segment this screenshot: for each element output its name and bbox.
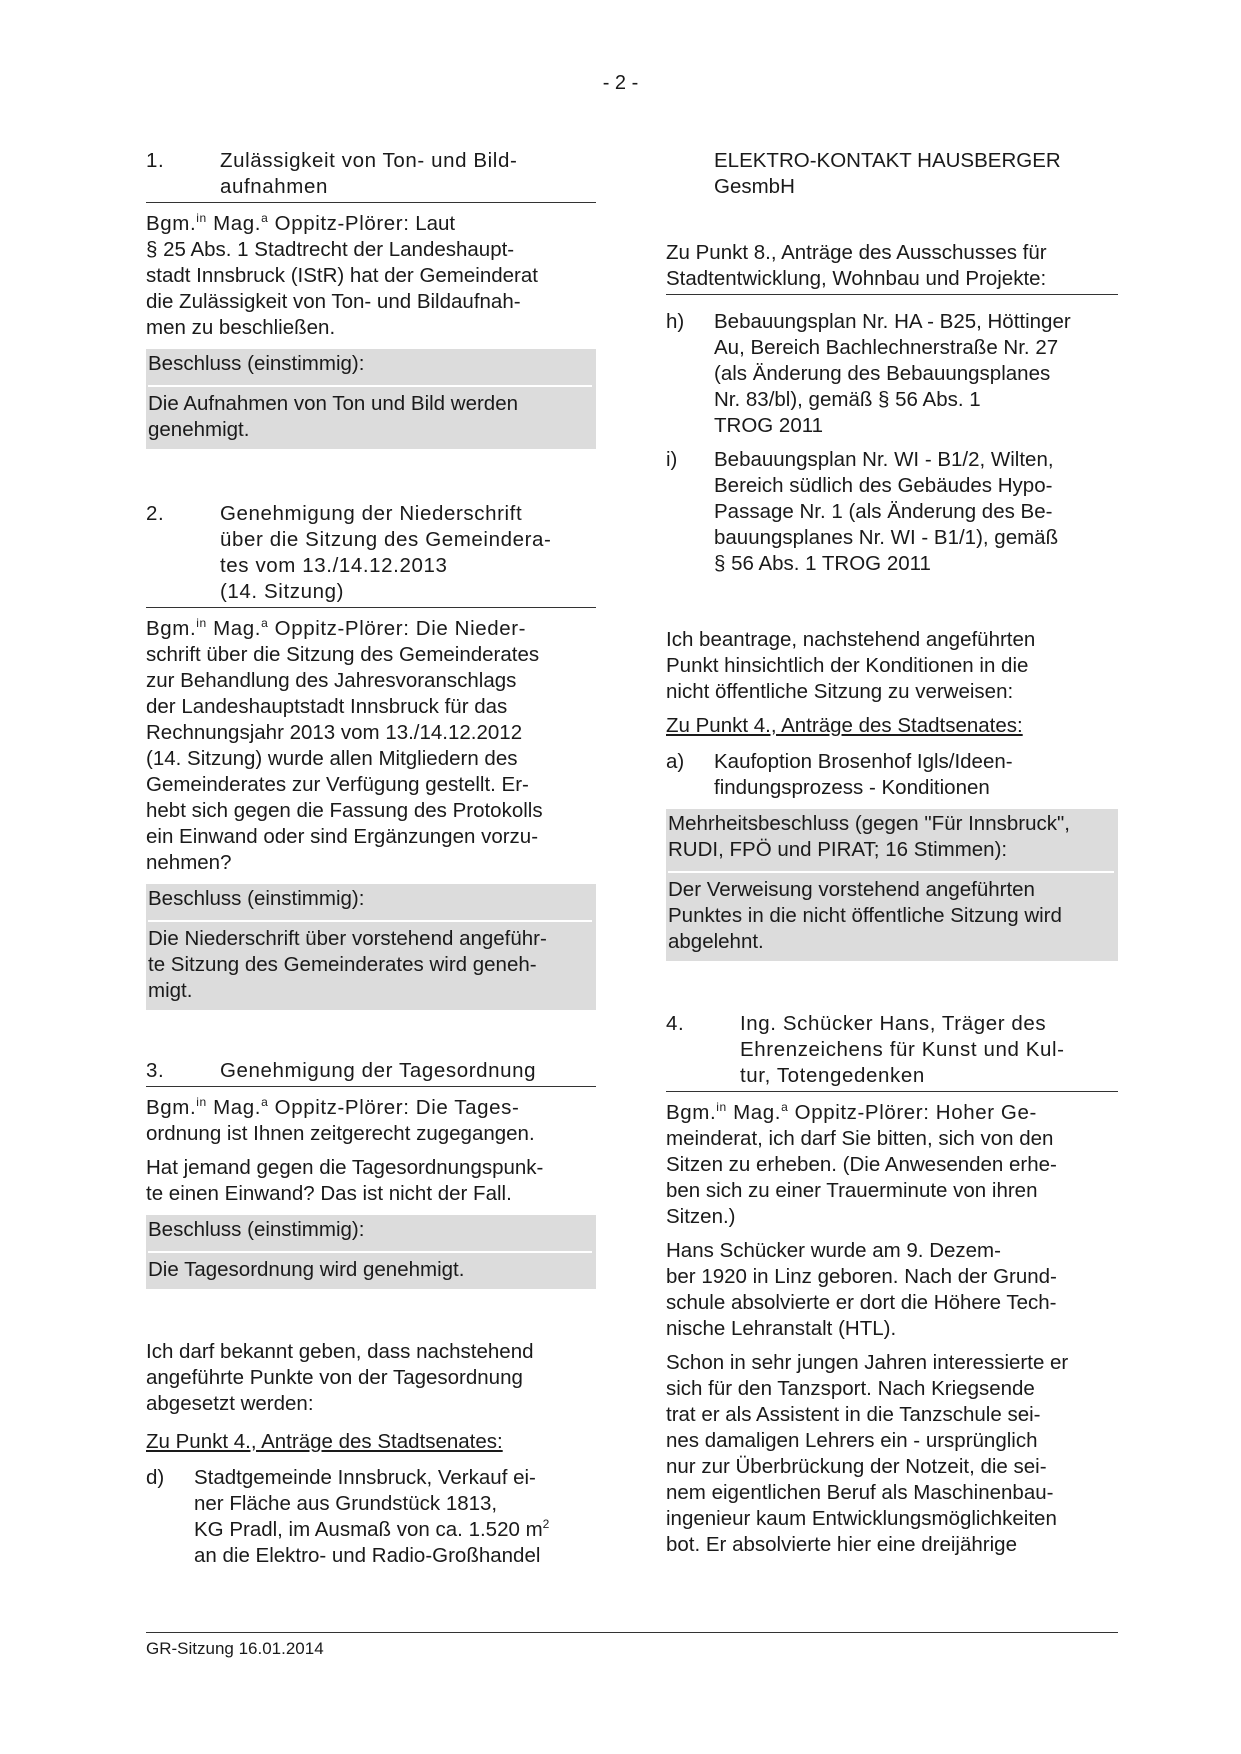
item-text: Stadtgemeinde Innsbruck, Verkauf ei- ner Fläche aus Grundstück 1813, KG Pradl, im Ausmaß von ca. 1.520 $m^2$ an die Elektro- und Radio-Großhandel [194, 1466, 550, 1567]
section-title: Ing. Schücker Hans, Träger des Ehrenzeichens für Kunst und Kul- tur, Totengedenken [740, 1012, 1065, 1087]
left-column [146, 148, 596, 1577]
list-item-continued [666, 148, 1118, 200]
decision-box [146, 884, 596, 1010]
announcement-paragraph: Ich darf bekannt geben, dass nachstehend angeführte Punkte von der Tagesordnung abgesetzt werden: [146, 1340, 534, 1415]
decision-text: Die Tagesordnung wird genehmigt. [148, 1258, 465, 1281]
section-4-heading [666, 1011, 1118, 1092]
item-label: d) [146, 1466, 165, 1489]
speaker-paragraph: Bgm.$^{in}$ Mag.$^a$ Oppitz-Plörer: Die Tages- ordnung ist Ihnen zeitgerecht zugegangen. [146, 1095, 535, 1145]
item-label: h) [666, 310, 685, 333]
section-2-heading [146, 501, 596, 608]
section-1-heading [146, 148, 596, 203]
list-item [666, 309, 1118, 439]
item-text: ELEKTRO-KONTAKT HAUSBERGER GesmbH [714, 149, 1061, 198]
page-footer: GR-Sitzung 16.01.2014 [146, 1632, 1118, 1659]
section-number: 4. [666, 1012, 685, 1035]
decision-box [146, 349, 596, 449]
request-paragraph: Ich beantrage, nachstehend angeführten Punkt hinsichtlich der Konditionen in die nicht öffentliche Sitzung zu verweisen: [666, 628, 1036, 703]
speaker-paragraph: Bgm.$^{in}$ Mag.$^a$ Oppitz-Plörer: Die Nieder- schrift über die Sitzung des Gemeinderates zur Behandlung des Jahresvoranschlags der Landeshauptstadt Innsbruck für das Rechnungsjahr 2013 vom 13./14.12.2012 (14. Sitzung) wurde allen Mitgliedern des Gemeinderates zur Verfügung gestellt. Er- hebt sich gegen die Fassung des Protokolls ein Einwand oder sind Ergänzungen vorzu- nehmen? [146, 616, 543, 874]
section-number: 2. [146, 502, 165, 525]
list-item [666, 447, 1118, 577]
agenda-reference: Zu Punkt 4., Anträge des Stadtsenates: [666, 714, 1023, 737]
paragraph: Schon in sehr jungen Jahren interessierte er sich für den Tanzsport. Nach Kriegsende trat er als Assistent in die Tanzschule sei- nes damaligen Lehrers ein - ursprünglich nur zur Überbrückung der Notzeit, die sei- nem eigentlichen Beruf als Maschinenbau- ingenieur kaum Entwicklungsmöglichkeiten bot. Er absolvierte hier eine dreijährige [666, 1351, 1069, 1556]
list-item [146, 1465, 596, 1569]
section-3-heading [146, 1058, 596, 1087]
decision-label: Beschluss (einstimmig): [148, 886, 592, 922]
page-number: - 2 - [602, 72, 639, 94]
decision-text: Der Verweisung vorstehend angeführten Punktes in die nicht öffentliche Sitzung wird abgelehnt. [668, 878, 1062, 953]
decision-box [666, 809, 1118, 961]
agenda-reference: Zu Punkt 8., Anträge des Ausschusses für Stadtentwicklung, Wohnbau und Projekte: [666, 240, 1118, 295]
section-number: 3. [146, 1059, 165, 1082]
item-text: Bebauungsplan Nr. WI - B1/2, Wilten, Bereich südlich des Gebäudes Hypo- Passage Nr. 1 (als Änderung des Be- bauungsplanes Nr. WI - B1/1), gemäß § 56 Abs. 1 TROG 2011 [714, 448, 1059, 575]
section-title: Zulässigkeit von Ton- und Bild- aufnahmen [220, 149, 518, 198]
decision-label: Mehrheitsbeschluss (gegen "Für Innsbruck", RUDI, FPÖ und PIRAT; 16 Stimmen): [668, 811, 1114, 873]
decision-box [146, 1215, 596, 1289]
item-text: Kaufoption Brosenhof Igls/Ideen- findungsprozess - Konditionen [714, 750, 1013, 799]
section-title: Genehmigung der Niederschrift über die Sitzung des Gemeindera- tes vom 13./14.12.2013 (14. Sitzung) [220, 502, 552, 603]
item-label: i) [666, 448, 678, 471]
speaker-paragraph: Bgm.$^{in}$ Mag.$^a$ Oppitz-Plörer: Laut § 25 Abs. 1 Stadtrecht der Landeshaupt- stadt Innsbruck (IStR) hat der Gemeinderat die Zulässigkeit von Ton- und Bildaufnah- men zu beschließen. [146, 211, 538, 339]
decision-label: Beschluss (einstimmig): [148, 1217, 592, 1253]
decision-text: Die Aufnahmen von Ton und Bild werden genehmigt. [148, 392, 519, 441]
section-title: Genehmigung der Tagesordnung [220, 1059, 537, 1082]
speaker-paragraph: Bgm.$^{in}$ Mag.$^a$ Oppitz-Plörer: Hoher Ge- meinderat, ich darf Sie bitten, sich von den Sitzen zu erheben. (Die Anwesenden erhe- ben sich zu einer Trauerminute von ihren Sitzen.) [666, 1100, 1057, 1228]
paragraph: Hans Schücker wurde am 9. Dezem- ber 1920 in Linz geboren. Nach der Grund- schule absolvierte er dort die Höhere Tech- nische Lehranstalt (HTL). [666, 1239, 1057, 1340]
agenda-reference: Zu Punkt 4., Anträge des Stadtsenates: [146, 1430, 503, 1453]
paragraph: Hat jemand gegen die Tagesordnungspunk- te einen Einwand? Das ist nicht der Fall. [146, 1156, 544, 1205]
right-column [666, 148, 1118, 1566]
item-text: Bebauungsplan Nr. HA - B25, Höttinger Au, Bereich Bachlechnerstraße Nr. 27 (als Änderung des Bebauungsplanes Nr. 83/bl), gemäß § 56 Abs. 1 TROG 2011 [714, 310, 1071, 437]
decision-text: Die Niederschrift über vorstehend angeführ- te Sitzung des Gemeinderates wird geneh- migt. [148, 927, 547, 1002]
decision-label: Beschluss (einstimmig): [148, 351, 592, 387]
list-item [666, 749, 1118, 801]
item-label: a) [666, 750, 685, 773]
section-number: 1. [146, 149, 165, 172]
